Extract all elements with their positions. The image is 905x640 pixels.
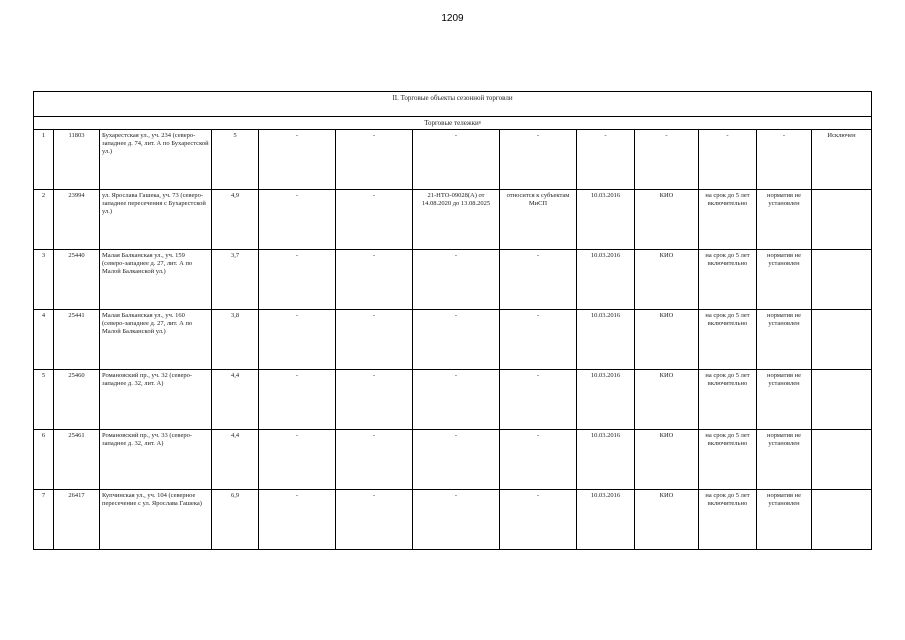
table-cell-c12: норматив не установлен — [757, 250, 812, 310]
table-cell-c9: - — [577, 130, 635, 190]
table-cell-c7: - — [413, 430, 500, 490]
table-cell-area: 5 — [212, 130, 259, 190]
subsection-header-row — [34, 117, 872, 130]
table-cell-c5: - — [259, 130, 336, 190]
table-cell-c8: - — [500, 310, 577, 370]
table-cell-c6: - — [336, 250, 413, 310]
table-cell-c11: на срок до 5 лет включительно — [699, 490, 757, 550]
table-cell-c6: - — [336, 130, 413, 190]
table-cell-c8: - — [500, 250, 577, 310]
table-row — [34, 190, 872, 250]
table-cell-id: 25460 — [54, 370, 100, 430]
table-cell-c5: - — [259, 190, 336, 250]
table-cell-c7: - — [413, 250, 500, 310]
table-cell-c10: КИО — [635, 310, 699, 370]
table-cell-c6: - — [336, 490, 413, 550]
table-cell-id: 25441 — [54, 310, 100, 370]
table-cell-c6: - — [336, 310, 413, 370]
subsection-title: Торговые тележки — [424, 119, 479, 127]
table-cell-n: 3 — [34, 250, 54, 310]
table-cell-c11: на срок до 5 лет включительно — [699, 250, 757, 310]
table-cell-area: 3,8 — [212, 310, 259, 370]
table-cell-c6: - — [336, 430, 413, 490]
table-cell-area: 3,7 — [212, 250, 259, 310]
table-cell-c13 — [812, 190, 872, 250]
section-header-row — [34, 92, 872, 117]
table-cell-address: Романовский пр., уч. 32 (северо-западнее д. 32, лит. А) — [100, 370, 212, 430]
table-cell-area: 4,9 — [212, 190, 259, 250]
table-cell-c13 — [812, 490, 872, 550]
page-number: 1209 — [441, 13, 464, 24]
table-cell-c13 — [812, 310, 872, 370]
register-table — [33, 91, 872, 550]
table-cell-c6: - — [336, 370, 413, 430]
table-cell-c10: - — [635, 130, 699, 190]
table-cell-area: 4,4 — [212, 430, 259, 490]
table-cell-c10: КИО — [635, 250, 699, 310]
table-cell-id: 25461 — [54, 430, 100, 490]
table-cell-c10: КИО — [635, 490, 699, 550]
table-cell-c10: КИО — [635, 370, 699, 430]
table-cell-c13 — [812, 370, 872, 430]
table-cell-c5: - — [259, 250, 336, 310]
table-cell-c7: - — [413, 370, 500, 430]
table-cell-c13 — [812, 250, 872, 310]
table-cell-address: Малая Балканская ул., уч. 159 (северо-западнее д. 27, лит. А по Малой Балканской ул.) — [100, 250, 212, 310]
subsection-cell — [34, 117, 872, 130]
table-cell-c11: - — [699, 130, 757, 190]
table-cell-n: 4 — [34, 310, 54, 370]
table-cell-area: 6,9 — [212, 490, 259, 550]
table-cell-c11: на срок до 5 лет включительно — [699, 430, 757, 490]
table-cell-c12: норматив не установлен — [757, 370, 812, 430]
table-cell-n: 2 — [34, 190, 54, 250]
table-cell-c9: 10.03.2016 — [577, 370, 635, 430]
table-cell-address: Бухарестская ул., уч. 234 (северо-западнее д. 74, лит. А по Бухарестской ул.) — [100, 130, 212, 190]
table-cell-n: 6 — [34, 430, 54, 490]
table-row — [34, 490, 872, 550]
table-row — [34, 370, 872, 430]
table-cell-c5: - — [259, 310, 336, 370]
section-title: II. Торговые объекты сезонной торговли — [34, 92, 872, 117]
table-cell-c13 — [812, 430, 872, 490]
table-cell-id: 25440 — [54, 250, 100, 310]
table-cell-n: 7 — [34, 490, 54, 550]
table-cell-c11: на срок до 5 лет включительно — [699, 310, 757, 370]
table-cell-c7: 21-НТО-09028(А) от 14.08.2020 до 13.08.2025 — [413, 190, 500, 250]
table-cell-c12: норматив не установлен — [757, 190, 812, 250]
table-cell-c12: - — [757, 130, 812, 190]
table-cell-c8: - — [500, 430, 577, 490]
footnote-mark: 8 — [478, 120, 481, 125]
table-cell-c10: КИО — [635, 190, 699, 250]
table-cell-c7: - — [413, 310, 500, 370]
table-cell-c8: - — [500, 370, 577, 430]
table-cell-c7: - — [413, 130, 500, 190]
table-row — [34, 310, 872, 370]
table-cell-c13: Исключен — [812, 130, 872, 190]
table-row — [34, 130, 872, 190]
table-cell-n: 1 — [34, 130, 54, 190]
table-cell-id: 11803 — [54, 130, 100, 190]
table-row — [34, 250, 872, 310]
table-cell-c5: - — [259, 490, 336, 550]
table-cell-c6: - — [336, 190, 413, 250]
table-cell-address: Романовский пр., уч. 33 (северо-западнее д. 32, лит. А) — [100, 430, 212, 490]
table-cell-c7: - — [413, 490, 500, 550]
table-cell-c5: - — [259, 430, 336, 490]
table-cell-c12: норматив не установлен — [757, 490, 812, 550]
table-cell-c12: норматив не установлен — [757, 430, 812, 490]
table-cell-area: 4,4 — [212, 370, 259, 430]
table-cell-c8: - — [500, 130, 577, 190]
table-cell-c9: 10.03.2016 — [577, 250, 635, 310]
table-cell-c8: - — [500, 490, 577, 550]
table-cell-c9: 10.03.2016 — [577, 190, 635, 250]
table-cell-c11: на срок до 5 лет включительно — [699, 370, 757, 430]
table-cell-id: 23994 — [54, 190, 100, 250]
table-cell-c9: 10.03.2016 — [577, 310, 635, 370]
table-row — [34, 430, 872, 490]
table-cell-address: ул. Ярослава Гашека, уч. 73 (северо-западнее пересечения с Бухарестской ул.) — [100, 190, 212, 250]
table-cell-c9: 10.03.2016 — [577, 490, 635, 550]
table-cell-c12: норматив не установлен — [757, 310, 812, 370]
table-cell-c11: на срок до 5 лет включительно — [699, 190, 757, 250]
table-cell-n: 5 — [34, 370, 54, 430]
table-cell-c9: 10.03.2016 — [577, 430, 635, 490]
table-cell-address: Купчинская ул., уч. 104 (северное пересечение с ул. Ярослава Гашека) — [100, 490, 212, 550]
table-cell-c8: относится к субъектам МиСП — [500, 190, 577, 250]
table-cell-address: Малая Балканская ул., уч. 160 (северо-западнее д. 27, лит. А по Малой Балканской ул.) — [100, 310, 212, 370]
table-cell-c10: КИО — [635, 430, 699, 490]
table-cell-id: 26417 — [54, 490, 100, 550]
table-cell-c5: - — [259, 370, 336, 430]
